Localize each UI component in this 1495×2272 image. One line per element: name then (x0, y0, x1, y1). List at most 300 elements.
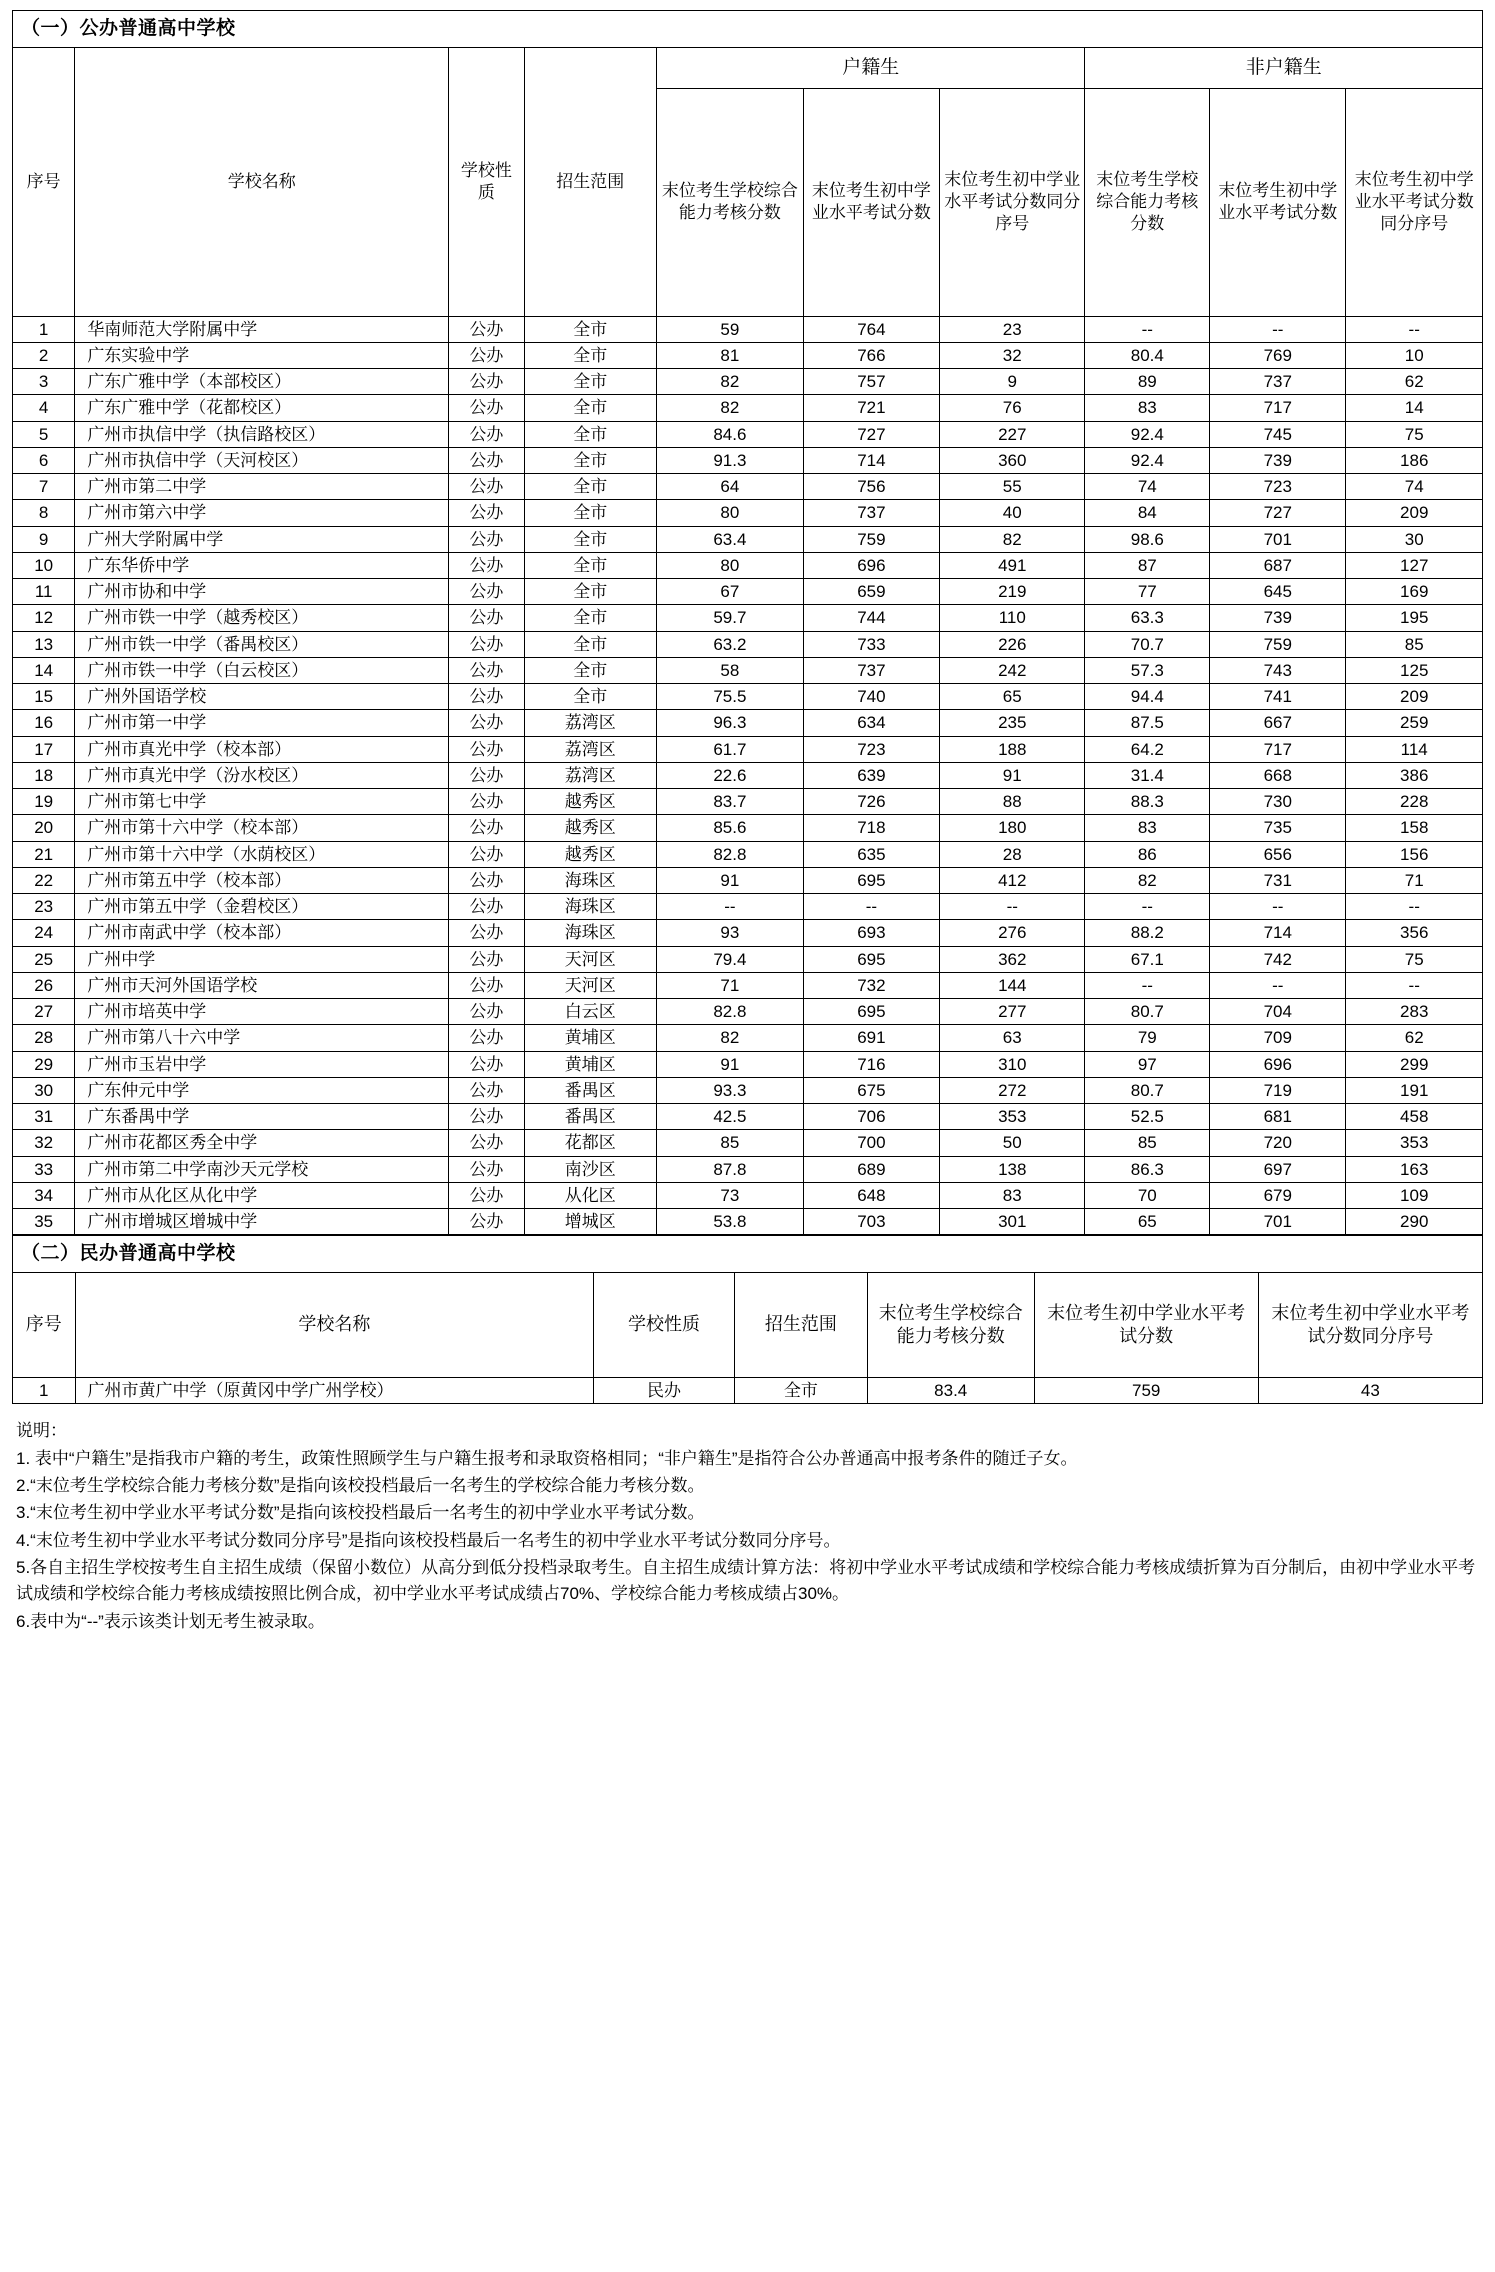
row-hukou-comp-score: 85 (657, 1130, 804, 1156)
table-row (13, 369, 1483, 395)
table-row (13, 867, 1483, 893)
row-school-name: 广州市执信中学（执信路校区） (75, 421, 449, 447)
row-feihukou-comp-score: 87.5 (1085, 710, 1210, 736)
table-row (13, 316, 1483, 342)
row-school-name: 广州中学 (75, 946, 449, 972)
row-feihukou-rank: 259 (1346, 710, 1483, 736)
row-feihukou-comp-score: 80.4 (1085, 342, 1210, 368)
header-hukou-comp-score: 末位考生学校综合能力考核分数 (657, 88, 804, 316)
row-hukou-rank: 242 (940, 657, 1085, 683)
row-school-name: 广州市第二中学 (75, 474, 449, 500)
row-enroll-scope: 全市 (734, 1378, 867, 1404)
row-feihukou-comp-score: 87 (1085, 552, 1210, 578)
row-school-name: 广东广雅中学（本部校区） (75, 369, 449, 395)
row-enroll-scope: 全市 (524, 500, 656, 526)
row-index: 32 (13, 1130, 75, 1156)
row-school-name: 广州市从化区从化中学 (75, 1182, 449, 1208)
row-hukou-rank: 28 (940, 841, 1085, 867)
row-feihukou-comp-score: 65 (1085, 1209, 1210, 1235)
row-hukou-exam-score: 718 (803, 815, 939, 841)
row-hukou-rank: 301 (940, 1209, 1085, 1235)
row-hukou-exam-score: 716 (803, 1051, 939, 1077)
row-index: 7 (13, 474, 75, 500)
row-school-name: 广州大学附属中学 (75, 526, 449, 552)
row-school-name: 广州市第六中学 (75, 500, 449, 526)
row-hukou-comp-score: 82 (657, 369, 804, 395)
row-hukou-comp-score: 93 (657, 920, 804, 946)
row-index: 13 (13, 631, 75, 657)
row-hukou-rank: 226 (940, 631, 1085, 657)
row-enroll-scope: 越秀区 (524, 815, 656, 841)
row-index: 24 (13, 920, 75, 946)
row-enroll-scope: 番禺区 (524, 1104, 656, 1130)
table-row (13, 447, 1483, 473)
row-feihukou-exam-score: 668 (1210, 762, 1346, 788)
row-index: 27 (13, 999, 75, 1025)
table-row (13, 815, 1483, 841)
row-feihukou-exam-score: 741 (1210, 684, 1346, 710)
row-index: 12 (13, 605, 75, 631)
row-feihukou-rank: -- (1346, 894, 1483, 920)
row-index: 8 (13, 500, 75, 526)
row-hukou-exam-score: 695 (803, 946, 939, 972)
row-hukou-exam-score: 689 (803, 1156, 939, 1182)
row-feihukou-exam-score: 717 (1210, 395, 1346, 421)
row-feihukou-rank: 75 (1346, 421, 1483, 447)
table-row (13, 1209, 1483, 1235)
row-feihukou-rank: 290 (1346, 1209, 1483, 1235)
row-hukou-exam-score: 737 (803, 657, 939, 683)
row-feihukou-rank: 85 (1346, 631, 1483, 657)
row-hukou-rank: 310 (940, 1051, 1085, 1077)
row-hukou-rank: 235 (940, 710, 1085, 736)
header-hukou-rank: 末位考生初中学业水平考试分数同分序号 (940, 88, 1085, 316)
notes-list (16, 1446, 1479, 1635)
row-enroll-scope: 全市 (524, 369, 656, 395)
row-school-type: 公办 (449, 946, 524, 972)
row-school-name: 广州市第五中学（校本部） (75, 867, 449, 893)
row-index: 9 (13, 526, 75, 552)
row-feihukou-comp-score: 83 (1085, 815, 1210, 841)
header2-school-type: 学校性质 (594, 1273, 735, 1378)
row-feihukou-comp-score: 88.3 (1085, 789, 1210, 815)
row-hukou-exam-score: 737 (803, 500, 939, 526)
row-enroll-scope: 越秀区 (524, 841, 656, 867)
table-row (13, 421, 1483, 447)
row-hukou-comp-score: 80 (657, 500, 804, 526)
row-index: 33 (13, 1156, 75, 1182)
header2-exam-score: 末位考生初中学业水平考试分数 (1034, 1273, 1258, 1378)
row-hukou-comp-score: 91.3 (657, 447, 804, 473)
row-hukou-exam-score: 744 (803, 605, 939, 631)
section-two-title-row (13, 1236, 1483, 1273)
row-feihukou-rank: 10 (1346, 342, 1483, 368)
row-school-type: 公办 (449, 920, 524, 946)
row-feihukou-rank: 62 (1346, 369, 1483, 395)
note-item: 6.表中为“--”表示该类计划无考生被录取。 (16, 1611, 325, 1631)
row-hukou-rank: 32 (940, 342, 1085, 368)
row-index: 18 (13, 762, 75, 788)
row-index: 14 (13, 657, 75, 683)
row-feihukou-rank: 127 (1346, 552, 1483, 578)
row-hukou-exam-score: 634 (803, 710, 939, 736)
row-hukou-exam-score: 703 (803, 1209, 939, 1235)
row-school-name: 广州市协和中学 (75, 579, 449, 605)
row-hukou-comp-score: 64 (657, 474, 804, 500)
row-hukou-comp-score: 85.6 (657, 815, 804, 841)
table-row (13, 1025, 1483, 1051)
header-school-type: 学校性质 (449, 47, 524, 316)
row-hukou-exam-score: -- (803, 894, 939, 920)
header-school-name: 学校名称 (75, 47, 449, 316)
row-hukou-exam-score: 648 (803, 1182, 939, 1208)
row-feihukou-rank: 195 (1346, 605, 1483, 631)
row-feihukou-comp-score: 92.4 (1085, 421, 1210, 447)
row-feihukou-exam-score: 745 (1210, 421, 1346, 447)
row-school-type: 公办 (449, 447, 524, 473)
table-row (13, 552, 1483, 578)
row-hukou-comp-score: 84.6 (657, 421, 804, 447)
row-school-name: 广东广雅中学（花都校区） (75, 395, 449, 421)
row-hukou-rank: 276 (940, 920, 1085, 946)
row-enroll-scope: 黄埔区 (524, 1051, 656, 1077)
row-index: 34 (13, 1182, 75, 1208)
table-row (13, 972, 1483, 998)
row-school-name: 广州外国语学校 (75, 684, 449, 710)
row-school-name: 广东仲元中学 (75, 1077, 449, 1103)
row-school-name: 广州市第七中学 (75, 789, 449, 815)
row-school-name: 广州市真光中学（汾水校区） (75, 762, 449, 788)
row-index: 26 (13, 972, 75, 998)
row-hukou-exam-score: 766 (803, 342, 939, 368)
row-school-name: 广州市真光中学（校本部） (75, 736, 449, 762)
row-feihukou-rank: -- (1346, 316, 1483, 342)
row-feihukou-comp-score: 64.2 (1085, 736, 1210, 762)
row-school-name: 广州市铁一中学（番禺校区） (75, 631, 449, 657)
row-school-type: 公办 (449, 1156, 524, 1182)
row-school-type: 公办 (449, 815, 524, 841)
row-hukou-comp-score: 63.2 (657, 631, 804, 657)
row-enroll-scope: 天河区 (524, 972, 656, 998)
row-index: 22 (13, 867, 75, 893)
row-school-type: 公办 (449, 474, 524, 500)
table-row (13, 474, 1483, 500)
row-feihukou-comp-score: -- (1085, 316, 1210, 342)
row-index: 31 (13, 1104, 75, 1130)
row-hukou-rank: 65 (940, 684, 1085, 710)
row-school-type: 公办 (449, 999, 524, 1025)
row-feihukou-rank: 386 (1346, 762, 1483, 788)
row-hukou-exam-score: 764 (803, 316, 939, 342)
table-row (13, 342, 1483, 368)
row-hukou-comp-score: 59 (657, 316, 804, 342)
row-school-type: 公办 (449, 552, 524, 578)
row-feihukou-exam-score: 681 (1210, 1104, 1346, 1130)
row-feihukou-rank: 353 (1346, 1130, 1483, 1156)
row-feihukou-exam-score: 737 (1210, 369, 1346, 395)
row-feihukou-comp-score: 86.3 (1085, 1156, 1210, 1182)
row-feihukou-exam-score: 743 (1210, 657, 1346, 683)
row-enroll-scope: 全市 (524, 552, 656, 578)
table-row (13, 1051, 1483, 1077)
row-index: 5 (13, 421, 75, 447)
row-feihukou-exam-score: 709 (1210, 1025, 1346, 1051)
header-enroll-scope: 招生范围 (524, 47, 656, 316)
table-row (13, 1104, 1483, 1130)
row-feihukou-exam-score: 687 (1210, 552, 1346, 578)
row-school-type: 公办 (449, 1130, 524, 1156)
row-feihukou-exam-score: 701 (1210, 1209, 1346, 1235)
row-feihukou-exam-score: -- (1210, 972, 1346, 998)
row-feihukou-exam-score: 727 (1210, 500, 1346, 526)
row-hukou-rank: 180 (940, 815, 1085, 841)
row-hukou-comp-score: 53.8 (657, 1209, 804, 1235)
table-row (13, 500, 1483, 526)
row-enroll-scope: 从化区 (524, 1182, 656, 1208)
row-school-name: 广州市第十六中学（水荫校区） (75, 841, 449, 867)
row-enroll-scope: 白云区 (524, 999, 656, 1025)
table-row (13, 1182, 1483, 1208)
row-index: 29 (13, 1051, 75, 1077)
row-school-name: 广东实验中学 (75, 342, 449, 368)
row-feihukou-rank: 299 (1346, 1051, 1483, 1077)
row-school-type: 公办 (449, 1209, 524, 1235)
row-hukou-rank: -- (940, 894, 1085, 920)
table-row (13, 684, 1483, 710)
row-feihukou-rank: 186 (1346, 447, 1483, 473)
table-row (13, 1378, 1483, 1404)
row-hukou-rank: 110 (940, 605, 1085, 631)
header2-index: 序号 (13, 1273, 76, 1378)
header-feihukou-rank: 末位考生初中学业水平考试分数同分序号 (1346, 88, 1483, 316)
row-feihukou-comp-score: 85 (1085, 1130, 1210, 1156)
row-school-type: 公办 (449, 789, 524, 815)
row-enroll-scope: 荔湾区 (524, 762, 656, 788)
row-enroll-scope: 越秀区 (524, 789, 656, 815)
section-one-title: （一）公办普通高中学校 (13, 11, 1483, 48)
row-school-name: 广州市南武中学（校本部） (75, 920, 449, 946)
row-enroll-scope: 全市 (524, 316, 656, 342)
row-enroll-scope: 增城区 (524, 1209, 656, 1235)
row-feihukou-comp-score: 88.2 (1085, 920, 1210, 946)
row-school-name: 广州市增城区增城中学 (75, 1209, 449, 1235)
row-feihukou-exam-score: 739 (1210, 447, 1346, 473)
row-hukou-rank: 227 (940, 421, 1085, 447)
row-hukou-rank: 277 (940, 999, 1085, 1025)
row-enroll-scope: 荔湾区 (524, 710, 656, 736)
section-two-title: （二）民办普通高中学校 (13, 1236, 1483, 1273)
row-school-name: 广州市花都区秀全中学 (75, 1130, 449, 1156)
row-index: 23 (13, 894, 75, 920)
table-row (13, 631, 1483, 657)
row-hukou-comp-score: 67 (657, 579, 804, 605)
row-index: 21 (13, 841, 75, 867)
row-hukou-exam-score: 714 (803, 447, 939, 473)
row-hukou-rank: 40 (940, 500, 1085, 526)
row-hukou-comp-score: 75.5 (657, 684, 804, 710)
row-school-name: 广州市铁一中学（白云校区） (75, 657, 449, 683)
row-hukou-comp-score: 71 (657, 972, 804, 998)
row-hukou-exam-score: 700 (803, 1130, 939, 1156)
row-feihukou-rank: 209 (1346, 500, 1483, 526)
row-hukou-comp-score: 42.5 (657, 1104, 804, 1130)
row-feihukou-exam-score: 731 (1210, 867, 1346, 893)
row-index: 11 (13, 579, 75, 605)
row-school-type: 公办 (449, 369, 524, 395)
row-enroll-scope: 全市 (524, 421, 656, 447)
row-hukou-rank: 360 (940, 447, 1085, 473)
row-hukou-comp-score: 82.8 (657, 999, 804, 1025)
header-feihukou-exam-score: 末位考生初中学业水平考试分数 (1210, 88, 1346, 316)
row-school-name: 广州市黄广中学（原黄冈中学广州学校） (75, 1378, 594, 1404)
row-feihukou-rank: -- (1346, 972, 1483, 998)
row-feihukou-comp-score: 80.7 (1085, 999, 1210, 1025)
row-exam-score: 759 (1034, 1378, 1258, 1404)
row-hukou-comp-score: 81 (657, 342, 804, 368)
row-hukou-exam-score: 723 (803, 736, 939, 762)
row-hukou-rank: 219 (940, 579, 1085, 605)
public-school-rows (13, 316, 1483, 1235)
row-feihukou-rank: 228 (1346, 789, 1483, 815)
row-hukou-comp-score: 82 (657, 1025, 804, 1051)
row-feihukou-exam-score: 735 (1210, 815, 1346, 841)
note-item: 3.“末位考生初中学业水平考试分数”是指向该校投档最后一名考生的初中学业水平考试分数。 (16, 1503, 705, 1523)
row-feihukou-comp-score: 52.5 (1085, 1104, 1210, 1130)
row-feihukou-comp-score: 89 (1085, 369, 1210, 395)
row-hukou-exam-score: 726 (803, 789, 939, 815)
row-hukou-exam-score: 756 (803, 474, 939, 500)
row-school-type: 公办 (449, 631, 524, 657)
row-feihukou-comp-score: 63.3 (1085, 605, 1210, 631)
row-enroll-scope: 全市 (524, 342, 656, 368)
row-school-type: 公办 (449, 684, 524, 710)
row-hukou-comp-score: 96.3 (657, 710, 804, 736)
row-school-type: 公办 (449, 710, 524, 736)
row-index: 6 (13, 447, 75, 473)
row-feihukou-comp-score: 31.4 (1085, 762, 1210, 788)
row-feihukou-comp-score: 57.3 (1085, 657, 1210, 683)
row-hukou-rank: 138 (940, 1156, 1085, 1182)
row-feihukou-rank: 163 (1346, 1156, 1483, 1182)
row-enroll-scope: 全市 (524, 631, 656, 657)
row-hukou-rank: 353 (940, 1104, 1085, 1130)
row-enroll-scope: 全市 (524, 474, 656, 500)
row-feihukou-rank: 209 (1346, 684, 1483, 710)
row-index: 25 (13, 946, 75, 972)
header2-school-name: 学校名称 (75, 1273, 594, 1378)
row-feihukou-exam-score: 645 (1210, 579, 1346, 605)
row-school-type: 公办 (449, 605, 524, 631)
row-school-type: 民办 (594, 1378, 735, 1404)
row-school-type: 公办 (449, 1051, 524, 1077)
row-school-name: 广州市第十六中学（校本部） (75, 815, 449, 841)
table-row (13, 946, 1483, 972)
row-school-type: 公办 (449, 1182, 524, 1208)
row-school-type: 公办 (449, 395, 524, 421)
row-enroll-scope: 花都区 (524, 1130, 656, 1156)
row-feihukou-rank: 125 (1346, 657, 1483, 683)
row-feihukou-comp-score: 82 (1085, 867, 1210, 893)
row-hukou-exam-score: 706 (803, 1104, 939, 1130)
row-school-type: 公办 (449, 1077, 524, 1103)
row-feihukou-comp-score: 67.1 (1085, 946, 1210, 972)
row-rank: 43 (1258, 1378, 1482, 1404)
table-row (13, 920, 1483, 946)
row-feihukou-rank: 109 (1346, 1182, 1483, 1208)
row-school-type: 公办 (449, 841, 524, 867)
public-high-school-table (12, 10, 1483, 1235)
table-row (13, 762, 1483, 788)
table-row (13, 395, 1483, 421)
row-school-type: 公办 (449, 1025, 524, 1051)
row-feihukou-comp-score: 77 (1085, 579, 1210, 605)
row-school-type: 公办 (449, 762, 524, 788)
row-school-name: 广东华侨中学 (75, 552, 449, 578)
row-hukou-exam-score: 732 (803, 972, 939, 998)
row-index: 4 (13, 395, 75, 421)
row-school-name: 广州市玉岩中学 (75, 1051, 449, 1077)
row-feihukou-comp-score: 92.4 (1085, 447, 1210, 473)
row-hukou-comp-score: 79.4 (657, 946, 804, 972)
row-school-name: 广州市第五中学（金碧校区） (75, 894, 449, 920)
row-hukou-exam-score: 695 (803, 867, 939, 893)
row-feihukou-comp-score: 74 (1085, 474, 1210, 500)
row-hukou-comp-score: -- (657, 894, 804, 920)
row-enroll-scope: 全市 (524, 579, 656, 605)
header-hukou-exam-score: 末位考生初中学业水平考试分数 (803, 88, 939, 316)
row-school-type: 公办 (449, 421, 524, 447)
row-feihukou-exam-score: 742 (1210, 946, 1346, 972)
row-hukou-exam-score: 759 (803, 526, 939, 552)
row-hukou-exam-score: 733 (803, 631, 939, 657)
row-feihukou-rank: 356 (1346, 920, 1483, 946)
row-feihukou-comp-score: 97 (1085, 1051, 1210, 1077)
row-feihukou-rank: 458 (1346, 1104, 1483, 1130)
table-row (13, 657, 1483, 683)
row-feihukou-rank: 30 (1346, 526, 1483, 552)
row-feihukou-exam-score: 701 (1210, 526, 1346, 552)
row-school-type: 公办 (449, 342, 524, 368)
note-item: 5.各自主招生学校按考生自主招生成绩（保留小数位）从高分到低分投档录取考生。自主招生成绩计算方法：将初中学业水平考试成绩和学校综合能力考核成绩折算为百分制后，由初中学业水平考试成绩和学校综合能力考核成绩按照比例合成，初中学业水平考试成绩占70%、学校综合能力考核成绩占30%。 (16, 1557, 1476, 1604)
row-hukou-exam-score: 659 (803, 579, 939, 605)
row-hukou-rank: 23 (940, 316, 1085, 342)
row-school-name: 广州市执信中学（天河校区） (75, 447, 449, 473)
row-feihukou-comp-score: 83 (1085, 395, 1210, 421)
note-item: 1. 表中“户籍生”是指我市户籍的考生，政策性照顾学生与户籍生报考和录取资格相同；“非户籍生”是指符合公办普通高中报考条件的随迁子女。 (16, 1448, 1078, 1468)
row-hukou-exam-score: 721 (803, 395, 939, 421)
table-row (13, 1077, 1483, 1103)
row-enroll-scope: 全市 (524, 657, 656, 683)
header2-rank: 末位考生初中学业水平考试分数同分序号 (1258, 1273, 1482, 1378)
row-feihukou-comp-score: -- (1085, 972, 1210, 998)
row-index: 16 (13, 710, 75, 736)
row-feihukou-exam-score: 656 (1210, 841, 1346, 867)
row-hukou-exam-score: 639 (803, 762, 939, 788)
row-feihukou-exam-score: 759 (1210, 631, 1346, 657)
column-header-row-2 (13, 1273, 1483, 1378)
row-feihukou-comp-score: 80.7 (1085, 1077, 1210, 1103)
row-hukou-rank: 76 (940, 395, 1085, 421)
row-school-type: 公办 (449, 579, 524, 605)
row-hukou-comp-score: 87.8 (657, 1156, 804, 1182)
row-feihukou-comp-score: 98.6 (1085, 526, 1210, 552)
header-feihukou-comp-score: 末位考生学校综合能力考核分数 (1085, 88, 1210, 316)
row-feihukou-exam-score: 717 (1210, 736, 1346, 762)
row-index: 30 (13, 1077, 75, 1103)
row-feihukou-rank: 114 (1346, 736, 1483, 762)
row-hukou-comp-score: 82.8 (657, 841, 804, 867)
row-index: 19 (13, 789, 75, 815)
